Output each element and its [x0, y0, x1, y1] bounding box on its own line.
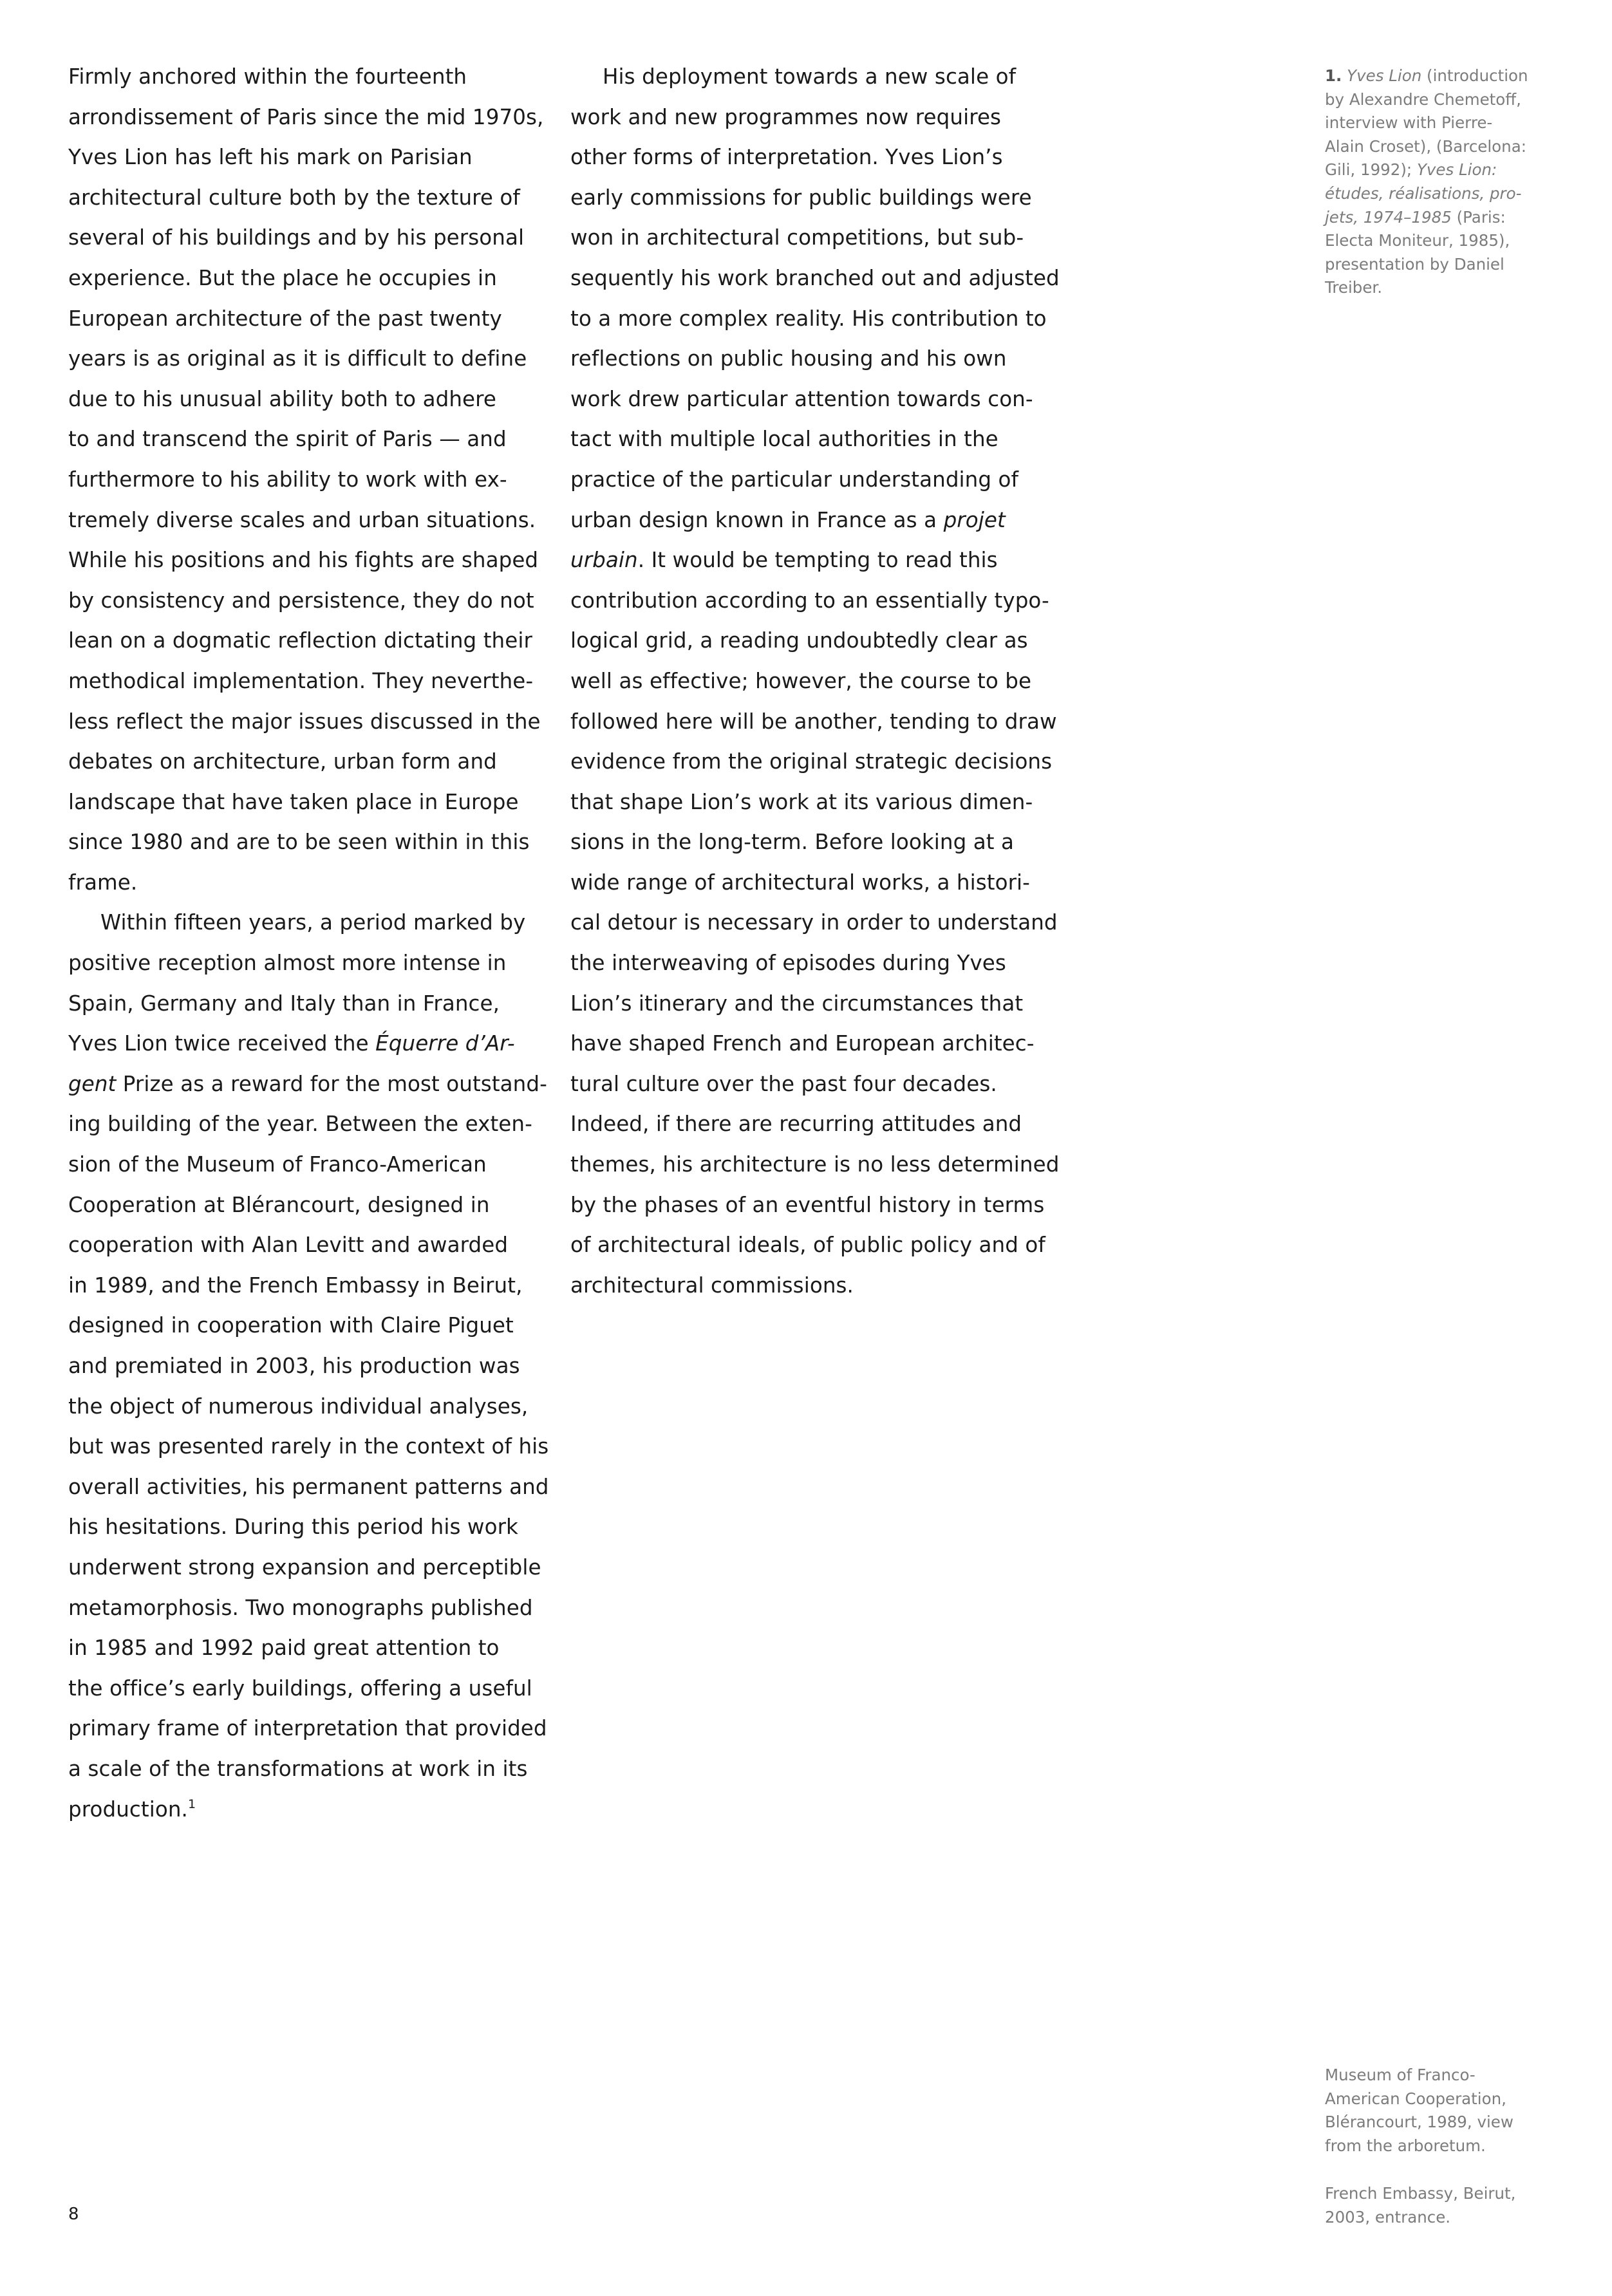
text-line: early commissions for public buildings were [570, 185, 1032, 210]
footnote-line: interview with Pierre- [1325, 113, 1493, 133]
text-line: other forms of interpretation. Yves Lion’s [570, 145, 1003, 170]
text-run: Yves Lion twice received the [68, 1031, 376, 1056]
text-line: of architectural ideals, of public policy and of [570, 1233, 1045, 1258]
text-line: positive reception almost more intense in [68, 951, 507, 976]
text-line [570, 540, 1034, 581]
prize-title-italic: gent [68, 1071, 117, 1096]
text-line: reflections on public housing and his own [570, 346, 1007, 371]
text-line: designed in cooperation with Claire Piguet [68, 1313, 514, 1338]
text-line: arrondissement of Paris since the mid 1970s, [68, 104, 544, 129]
text-line: tremely diverse scales and urban situations. [68, 507, 536, 532]
text-line: that shape Lion’s work at its various dimen- [570, 789, 1033, 814]
text-line: followed here will be another, tending to draw [570, 709, 1057, 734]
text-line: metamorphosis. Two monographs published [68, 1595, 533, 1620]
caption-museum [1325, 2064, 1557, 2158]
text-line: years is as original as it is difficult to define [68, 346, 527, 371]
body-column-left [68, 57, 549, 1829]
text-line: Firmly anchored within the fourteenth [68, 64, 467, 89]
footnote-line [1325, 206, 1557, 230]
text-line: cooperation with Alan Levitt and awarded [68, 1233, 509, 1258]
text-line: less reflect the major issues discussed in the [68, 709, 541, 734]
footnote-reference[interactable]: 1 [187, 1797, 196, 1811]
footnote-line [1325, 158, 1557, 182]
text-line: wide range of architectural works, a histori- [570, 870, 1030, 895]
text-line: primary frame of interpretation that provided [68, 1716, 547, 1741]
text-line: European architecture of the past twenty [68, 306, 502, 331]
text-line: frame. [68, 870, 138, 895]
footnote-line: by Alexandre Chemetoff, [1325, 89, 1521, 109]
caption-line: Museum of Franco- [1325, 2066, 1476, 2084]
paragraph-reception [68, 902, 549, 1829]
text-line: overall activities, his permanent patterns and [68, 1474, 549, 1499]
text-line: the object of numerous individual analyses, [68, 1394, 529, 1419]
text-line: sions in the long-term. Before looking at a [570, 830, 1015, 855]
text-line: well as effective; however, the course to be [570, 668, 1032, 693]
footnote-line [1325, 64, 1557, 88]
text-line: lean on a dogmatic reflection dictating their [68, 628, 532, 653]
text-line: due to his unusual ability both to adhere [68, 386, 496, 411]
text-line: won in architectural competitions, but sub- [570, 225, 1024, 250]
paragraph-deployment [570, 57, 1060, 1305]
text-line: in 1985 and 1992 paid great attention to [68, 1636, 500, 1661]
book-title-italic: Yves Lion [1347, 66, 1422, 85]
text-line: architectural culture both by the texture of [68, 185, 520, 210]
text-line: by the phases of an eventful history in terms [570, 1192, 1045, 1217]
text-line: his hesitations. During this period his work [68, 1515, 518, 1540]
footnote-line: Alain Croset), (Barcelona: [1325, 136, 1526, 156]
caption-embassy [1325, 2182, 1557, 2229]
text-line: debates on architecture, urban form and [68, 749, 497, 774]
text-line: to and transcend the spirit of Paris — and [68, 427, 507, 452]
text-line: since 1980 and are to be seen within in this [68, 830, 530, 855]
text-line: several of his buildings and by his personal [68, 225, 525, 250]
caption-line: American Cooperation, [1325, 2089, 1506, 2108]
text-line [570, 500, 1034, 541]
text-line: themes, his architecture is no less determined [570, 1152, 1060, 1177]
footnote-line: presentation by Daniel [1325, 254, 1504, 274]
text-line [68, 1789, 532, 1830]
text-line: furthermore to his ability to work with ex- [68, 467, 507, 492]
text-line: in 1989, and the French Embassy in Beirut, [68, 1273, 523, 1298]
book-title-italic: jets, 1974–1985 [1325, 207, 1452, 227]
text-line: by consistency and persistence, they do not [68, 588, 534, 613]
paragraph-intro [68, 57, 544, 902]
text-line: contribution according to an essentially typo- [570, 588, 1049, 613]
footnote-1 [1325, 64, 1557, 300]
text-line: Spain, Germany and Italy than in France, [68, 991, 500, 1016]
footnote-number: 1. [1325, 66, 1342, 85]
text-line: ing building of the year. Between the exten- [68, 1112, 532, 1137]
text-run: production. [68, 1797, 188, 1822]
image-captions [1325, 2064, 1557, 2254]
text-line: sequently his work branched out and adjusted [570, 265, 1060, 290]
book-title-italic: études, réalisations, pro- [1325, 183, 1522, 203]
text-line: practice of the particular understanding of [570, 467, 1019, 492]
text-line: evidence from the original strategic decisions [570, 749, 1053, 774]
text-line: to a more complex reality. His contribution to [570, 306, 1047, 331]
caption-line: 2003, entrance. [1325, 2207, 1451, 2226]
footnote-line: Electa Moniteur, 1985), [1325, 231, 1510, 250]
book-title-italic: Yves Lion: [1416, 160, 1497, 180]
text-line: Indeed, if there are recurring attitudes and [570, 1112, 1022, 1137]
text-run: Prize as a reward for the most outstand- [116, 1071, 547, 1096]
text-line: architectural commissions. [570, 1273, 854, 1298]
caption-line: Blérancourt, 1989, view [1325, 2113, 1514, 2132]
caption-line: from the arboretum. [1325, 2136, 1486, 2155]
text-line: Lion’s itinerary and the circumstances that [570, 991, 1024, 1016]
body-column-right [570, 57, 1060, 1305]
text-line: sion of the Museum of Franco-American [68, 1152, 487, 1177]
text-line: cal detour is necessary in order to understand [570, 910, 1058, 935]
text-run: (introduction [1421, 66, 1528, 85]
text-run: . It would be tempting to read this [637, 548, 998, 573]
text-line: landscape that have taken place in Europe [68, 789, 519, 814]
text-run: (Paris: [1451, 207, 1506, 227]
text-line: While his positions and his fights are shaped [68, 548, 539, 573]
text-run: Gili, 1992); [1325, 160, 1417, 180]
text-line: underwent strong expansion and perceptible [68, 1554, 541, 1580]
page-number: 8 [68, 2205, 79, 2224]
text-line: Yves Lion has left his mark on Parisian [68, 145, 473, 170]
text-line: logical grid, a reading undoubtedly clear as [570, 628, 1028, 653]
caption-line: French Embassy, Beirut, [1325, 2184, 1516, 2203]
text-line: work and new programmes now requires [570, 104, 1002, 129]
prize-title-italic: Équerre d’Ar- [375, 1031, 515, 1056]
text-line: experience. But the place he occupies in [68, 265, 497, 290]
text-line: and premiated in 2003, his production was [68, 1354, 520, 1378]
text-line: the office’s early buildings, offering a useful [68, 1675, 532, 1701]
footnote-line [1325, 182, 1557, 206]
term-italic: urbain [570, 548, 638, 573]
text-line: His deployment towards a new scale of [603, 64, 1017, 89]
text-line [68, 1064, 547, 1105]
text-line: a scale of the transformations at work in its [68, 1756, 528, 1781]
text-line: tural culture over the past four decades. [570, 1071, 997, 1096]
text-line: have shaped French and European architec- [570, 1031, 1035, 1056]
text-line: but was presented rarely in the context of his [68, 1434, 549, 1459]
text-line: Cooperation at Blérancourt, designed in [68, 1192, 490, 1217]
text-line: tact with multiple local authorities in the [570, 427, 998, 452]
text-run: urban design known in France as a [570, 507, 944, 532]
text-line [68, 1023, 532, 1064]
text-line: the interweaving of episodes during Yves [570, 951, 1006, 976]
term-italic: projet [943, 507, 1006, 532]
text-line: Within fifteen years, a period marked by [100, 910, 526, 935]
text-line: work drew particular attention towards con- [570, 386, 1033, 411]
text-line: methodical implementation. They neverthe- [68, 668, 534, 693]
footnote-line: Treiber. [1325, 278, 1383, 297]
